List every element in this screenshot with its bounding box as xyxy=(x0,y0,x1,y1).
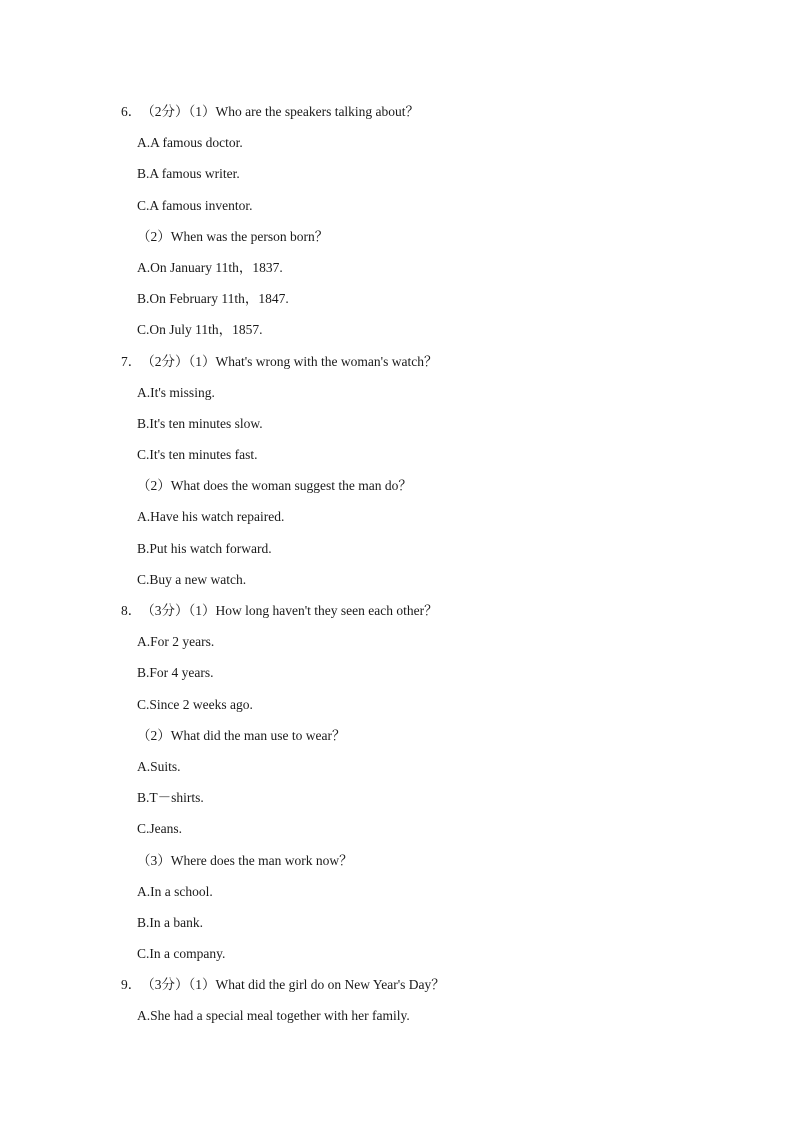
question-number: 6． xyxy=(121,104,142,119)
option-a: A.For 2 years. xyxy=(137,634,215,650)
option-a: A.On January 11th，1837. xyxy=(137,259,283,275)
question-prompt: （2分）（1）What's wrong with the woman's watch？ xyxy=(141,353,438,369)
question-9-part-1 xyxy=(0,973,794,1004)
option-c: C.Since 2 weeks ago. xyxy=(137,696,253,712)
question-prompt: （3分）（1）How long haven't they seen each other？ xyxy=(141,603,438,618)
option-b: B.It's ten minutes slow. xyxy=(137,415,263,431)
option-c: C.In a company. xyxy=(137,946,226,962)
option-b: B.On February 11th，1847. xyxy=(137,291,289,307)
question-8-part-3: （3）Where does the man work now？ xyxy=(137,852,353,868)
option-b: B.Put his watch forward. xyxy=(137,540,272,556)
question-7-part-2: （2）What does the woman suggest the man do？ xyxy=(137,478,412,494)
option-c: C.On July 11th，1857. xyxy=(137,322,263,338)
option-a: A.Suits. xyxy=(137,758,181,774)
option-c: C.Jeans. xyxy=(137,821,182,837)
option-b: B.For 4 years. xyxy=(137,665,214,681)
question-number: 7． xyxy=(121,353,142,369)
option-a: A.A famous doctor. xyxy=(137,135,243,151)
question-number: 8． xyxy=(121,603,142,618)
option-a: A.Have his watch repaired. xyxy=(137,509,285,525)
option-c: C.Buy a new watch. xyxy=(137,571,247,587)
question-list xyxy=(0,100,794,1036)
option-a: A.In a school. xyxy=(137,883,213,899)
question-8-part-2: （2）What did the man use to wear？ xyxy=(137,727,346,743)
question-8-part-1 xyxy=(0,599,794,630)
option-b: B.A famous writer. xyxy=(137,166,240,182)
question-number: 9． xyxy=(121,977,142,993)
question-prompt: （2分）（1）Who are the speakers talking about？ xyxy=(141,104,420,119)
question-6-part-2: （2）When was the person born？ xyxy=(137,228,329,244)
question-prompt: （3分）（1）What did the girl do on New Year's Day？ xyxy=(141,977,445,993)
option-b: B.In a bank. xyxy=(137,914,203,930)
option-a: A.It's missing. xyxy=(137,384,215,400)
option-a: A.She had a special meal together with her family. xyxy=(137,1008,410,1024)
question-7-part-1 xyxy=(0,350,794,381)
option-c: C.It's ten minutes fast. xyxy=(137,447,258,463)
option-b: B.T－shirts. xyxy=(137,790,204,806)
option-c: C.A famous inventor. xyxy=(137,197,253,213)
question-6-part-1 xyxy=(0,100,794,131)
